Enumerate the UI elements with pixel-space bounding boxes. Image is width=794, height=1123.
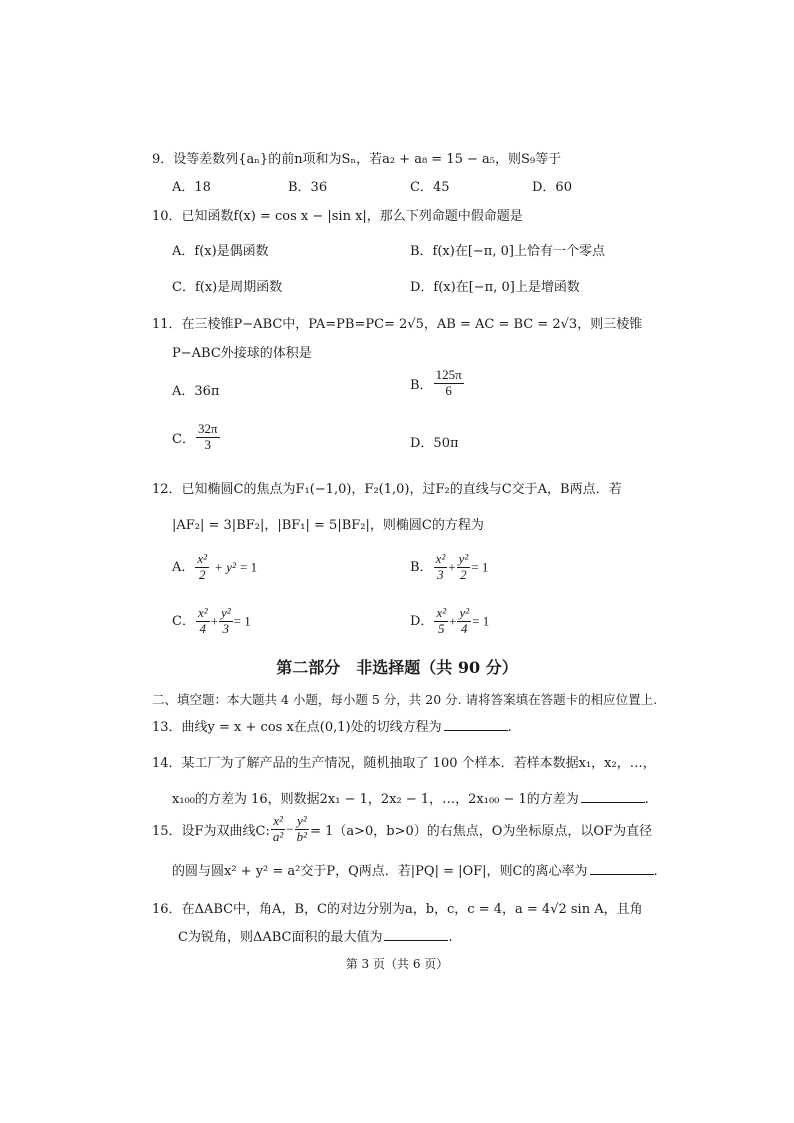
q12-option-b bbox=[410, 552, 488, 583]
q11-option-b bbox=[410, 368, 465, 399]
q15-fraction-x-num: x² bbox=[273, 813, 283, 828]
q12-option-c-term2-den: 3 bbox=[222, 620, 230, 636]
q14-stem-line2: x₁₀₀的方差为 16，则数据2x₁ − 1，2x₂ − 1，…，2x₁₀₀ − 1的方差为 bbox=[172, 792, 579, 807]
q11-option-b-label: B． bbox=[410, 377, 433, 393]
q16-end: . bbox=[448, 930, 453, 945]
q12-stem-line2: |AF₂| = 3|BF₂|，|BF₁| = 5|BF₂|，则椭圆C的方程为 bbox=[172, 518, 484, 533]
q12-option-c-term1 bbox=[196, 606, 210, 637]
q13-answer-blank bbox=[444, 718, 508, 731]
q15-fraction-x-den: a² bbox=[272, 828, 284, 844]
q12-option-d-label: D． bbox=[410, 613, 434, 629]
q12-option-d-term1-den: 5 bbox=[438, 620, 445, 636]
q15-suffix: = 1（a>0，b>0）的右焦点，O为坐标原点，以OF为直径 bbox=[310, 823, 653, 839]
q16-line2 bbox=[178, 926, 453, 945]
section2-title: 第二部分 非选择题（共 90 分） bbox=[276, 658, 518, 677]
q11-option-d: D．50π bbox=[410, 436, 459, 451]
q12-option-a bbox=[172, 552, 257, 583]
q12-option-c-term2-num: y² bbox=[220, 605, 231, 620]
q15-line1 bbox=[152, 814, 652, 845]
q12-option-b-term1-num: x² bbox=[435, 551, 446, 566]
q10-option-d: D．f(x)在[−π, 0]上是增函数 bbox=[410, 280, 580, 295]
q9-option-d: D．60 bbox=[532, 180, 572, 195]
q12-option-b-term2-num: y² bbox=[458, 551, 469, 566]
q12-option-d-term1 bbox=[434, 606, 448, 637]
q12-option-b-label: B． bbox=[410, 559, 433, 575]
q12-option-c-label: C． bbox=[172, 613, 195, 629]
q11-option-c bbox=[172, 422, 221, 453]
q10-option-a: A．f(x)是偶函数 bbox=[172, 244, 269, 259]
q15-prefix: 15．设F为双曲线C: bbox=[152, 823, 270, 839]
q10-option-b: B．f(x)在[−π, 0]上恰有一个零点 bbox=[410, 244, 605, 259]
q15-end: . bbox=[653, 864, 658, 879]
q13-stem: 13．曲线y = x + cos x在点(0,1)处的切线方程为 bbox=[152, 720, 442, 735]
q11-option-c-numerator: 32π bbox=[197, 421, 218, 436]
q11-option-b-denominator: 6 bbox=[445, 382, 452, 398]
q11-option-c-denominator: 3 bbox=[204, 436, 211, 452]
q12-option-c-term1-num: x² bbox=[197, 605, 208, 620]
q15-minus: − bbox=[286, 821, 294, 837]
q16-answer-blank bbox=[384, 928, 448, 941]
q10-option-c: C．f(x)是周期函数 bbox=[172, 280, 283, 295]
q10-stem: 10．已知函数f(x) = cos x − |sin x|，那么下列命题中假命题是 bbox=[152, 209, 523, 224]
q12-option-d-mid: + bbox=[449, 613, 457, 629]
q16-stem-line2: C为锐角，则ΔABC面积的最大值为 bbox=[178, 930, 383, 945]
q13-end: . bbox=[507, 720, 512, 735]
q15-stem-line2: 的圆与圆x² + y² = a²交于P，Q两点．若|PQ| = |OF|，则C的离心率为 bbox=[172, 864, 588, 879]
section2-instruction: 二、填空题：本大题共 4 小题，每小题 5 分，共 20 分. 请将答案填在答题卡的相应位置上. bbox=[152, 692, 658, 707]
q9-stem: 9．设等差数列{aₙ}的前n项和为Sₙ，若a₂ + a₈ = 15 − a₅，则S₉等于 bbox=[152, 152, 562, 167]
q12-option-d-rhs: = 1 bbox=[472, 613, 490, 629]
q14-stem-line1: 14．某工厂为了解产品的生产情况，随机抽取了 100 个样本．若样本数据x₁，x₂，…， bbox=[152, 756, 656, 771]
q11-option-c-label: C． bbox=[172, 431, 195, 447]
q11-option-a: A．36π bbox=[172, 384, 220, 399]
q15-answer-blank bbox=[590, 862, 654, 875]
q12-option-c-mid: + bbox=[210, 613, 218, 629]
q12-stem-line1: 12．已知椭圆C的焦点为F₁(−1,0)，F₂(1,0)，过F₂的直线与C交于A，B两点．若 bbox=[152, 482, 622, 497]
q12-option-d-term1-num: x² bbox=[436, 605, 447, 620]
q12-option-a-term1 bbox=[195, 552, 209, 583]
q15-fraction-y bbox=[295, 814, 309, 845]
q15-fraction-x bbox=[271, 814, 285, 845]
q9-option-a: A．18 bbox=[172, 180, 211, 195]
q11-option-c-fraction bbox=[196, 422, 220, 453]
page-footer: 第 3 页（共 6 页） bbox=[345, 957, 449, 971]
q12-option-a-mid: + y² bbox=[214, 559, 236, 575]
q9-option-b: B．36 bbox=[288, 180, 328, 195]
q16-stem-line1: 16．在ΔABC中，角A，B，C的对边分别为a，b，c，c = 4，a = 4√2 sin A，且角 bbox=[152, 902, 643, 917]
q12-option-a-term1-num: x² bbox=[197, 551, 208, 566]
q11-option-b-fraction bbox=[434, 368, 464, 399]
q12-option-b-term2-den: 2 bbox=[460, 566, 467, 582]
q14-end: . bbox=[644, 792, 649, 807]
q11-stem-line1: 11．在三棱锥P−ABC中，PA=PB=PC= 2√5，AB = AC = BC = 2√3，则三棱锥 bbox=[152, 317, 643, 332]
q15-line2 bbox=[172, 860, 658, 879]
q15-fraction-y-num: y² bbox=[297, 813, 307, 828]
q12-option-b-rhs: = 1 bbox=[471, 559, 489, 575]
q11-option-b-numerator: 125π bbox=[435, 367, 462, 382]
q12-option-a-term1-den: 2 bbox=[198, 566, 206, 582]
q14-answer-blank bbox=[581, 790, 645, 803]
q12-option-d-term2 bbox=[457, 606, 471, 637]
q12-option-b-term2 bbox=[457, 552, 471, 583]
q12-option-c-term1-den: 4 bbox=[199, 620, 207, 636]
q12-option-b-mid: + bbox=[448, 559, 456, 575]
q12-option-d-term2-num: y² bbox=[459, 605, 470, 620]
q12-option-b-term1-den: 3 bbox=[437, 566, 444, 582]
q12-option-c-term2 bbox=[219, 606, 233, 637]
q12-option-c-rhs: = 1 bbox=[233, 613, 251, 629]
q12-option-b-term1 bbox=[434, 552, 448, 583]
q15-fraction-y-den: b² bbox=[296, 828, 308, 844]
q14-line2 bbox=[172, 788, 649, 807]
q13 bbox=[152, 716, 512, 735]
q12-option-d-term2-den: 4 bbox=[461, 620, 468, 636]
q12-option-a-rhs: = 1 bbox=[240, 559, 258, 575]
q11-stem-line2: P−ABC外接球的体积是 bbox=[172, 346, 312, 361]
q9-option-c: C．45 bbox=[410, 180, 450, 195]
q12-option-d bbox=[410, 606, 489, 637]
q12-option-a-label: A． bbox=[172, 559, 195, 575]
q12-option-c bbox=[172, 606, 251, 637]
